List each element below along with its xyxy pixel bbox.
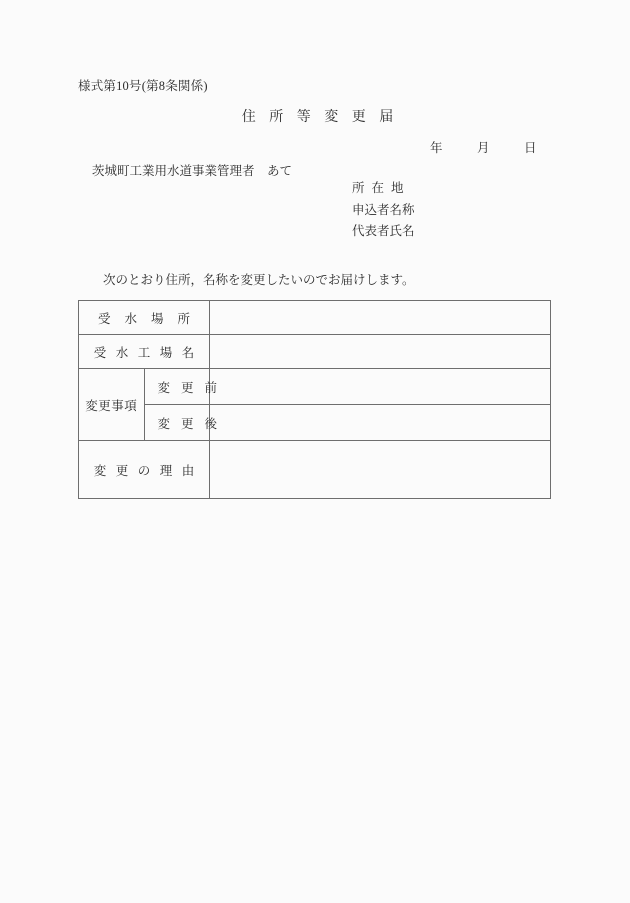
row-label-change-items xyxy=(79,369,145,441)
change-notification-table xyxy=(78,300,551,499)
applicant-field-name-label: 申込者名称 xyxy=(352,202,415,217)
row-label-receiving-location xyxy=(79,301,210,335)
row-label-change-reason xyxy=(79,441,210,499)
form-number: 様式第10号(第8条関係) xyxy=(78,79,208,93)
row-label-change-before-text: 変更前 xyxy=(157,380,229,395)
row-value-change-before[interactable] xyxy=(210,369,551,405)
date-line: 年 月 日 xyxy=(430,141,548,155)
row-label-change-after xyxy=(144,405,229,441)
row-label-receiving-factory-name xyxy=(79,335,210,369)
row-label-change-items-text: 変更事項 xyxy=(85,398,138,413)
applicant-field-address-label: 所在地 xyxy=(352,181,411,195)
row-label-change-reason-text: 変更の理由 xyxy=(93,463,204,478)
table-row xyxy=(79,405,551,441)
applicant-block xyxy=(352,181,415,246)
table-row xyxy=(79,441,551,499)
row-label-receiving-location-text: 受水場所 xyxy=(97,311,204,326)
row-value-receiving-location[interactable] xyxy=(210,301,551,335)
row-label-change-after-text: 変更後 xyxy=(157,416,229,431)
row-value-receiving-factory-name[interactable] xyxy=(210,335,551,369)
table-row xyxy=(79,369,551,405)
row-value-change-after[interactable] xyxy=(210,405,551,441)
lead-sentence: 次のとおり住所，名称を変更したいのでお届けします。 xyxy=(103,273,415,287)
row-label-receiving-factory-name-text: 受水工場名 xyxy=(93,345,204,360)
applicant-field-representative-label: 代表者氏名 xyxy=(352,224,415,238)
row-label-change-before xyxy=(144,369,229,405)
addressee-line: 茨城町工業用水道事業管理者 あて xyxy=(92,164,293,178)
table-row xyxy=(79,301,551,335)
document-title: 住所等変更届 xyxy=(241,110,407,125)
table-row xyxy=(79,335,551,369)
row-value-change-reason[interactable] xyxy=(210,441,551,499)
